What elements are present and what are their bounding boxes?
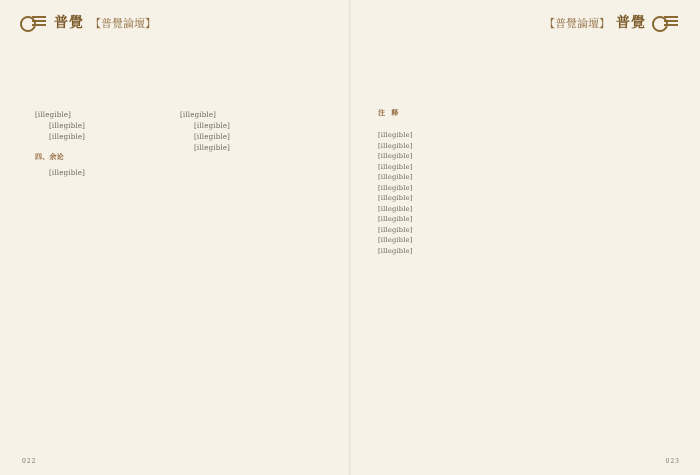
page-number-right: 023: [665, 458, 680, 465]
left-page-header: [20, 10, 156, 36]
paragraph: [illegible]: [49, 122, 86, 131]
note-item: [illegible]: [378, 162, 413, 171]
section-tag: 【普覺論壇】: [90, 16, 156, 30]
paragraph: [illegible]: [194, 122, 231, 131]
brand-name: 普覺: [616, 15, 646, 31]
page-number-left: 022: [22, 458, 37, 465]
note-item: [illegible]: [378, 215, 413, 223]
brand-logo-icon: [20, 14, 48, 32]
paragraph: [illegible]: [49, 133, 86, 142]
left-page-column-1: [35, 110, 163, 425]
note-item: [illegible]: [378, 183, 413, 192]
paragraph: [illegible]: [49, 169, 86, 178]
note-item: [illegible]: [378, 173, 413, 181]
note-item: [illegible]: [378, 225, 413, 234]
paragraph: [illegible]: [35, 111, 72, 119]
note-item: [illegible]: [378, 236, 413, 244]
note-item: [illegible]: [378, 194, 413, 202]
note-item: [illegible]: [378, 152, 413, 160]
paragraph: [illegible]: [180, 111, 217, 119]
section-heading: 四、余论: [35, 152, 64, 162]
notes-title: 注 释: [378, 108, 401, 117]
note-item: [illegible]: [378, 141, 413, 150]
brand-logo-icon: [652, 14, 680, 32]
paragraph: [illegible]: [194, 144, 231, 153]
right-page-header: [544, 10, 680, 36]
note-item: [illegible]: [378, 204, 413, 213]
section-tag: 【普覺論壇】: [544, 16, 610, 30]
left-page-column-2: [180, 110, 308, 425]
note-item: [illegible]: [378, 246, 413, 255]
note-item: [illegible]: [378, 131, 413, 139]
brand-name: 普覺: [54, 15, 84, 31]
paragraph: [illegible]: [194, 133, 231, 142]
right-page: [350, 0, 700, 475]
notes-column: [378, 130, 668, 420]
